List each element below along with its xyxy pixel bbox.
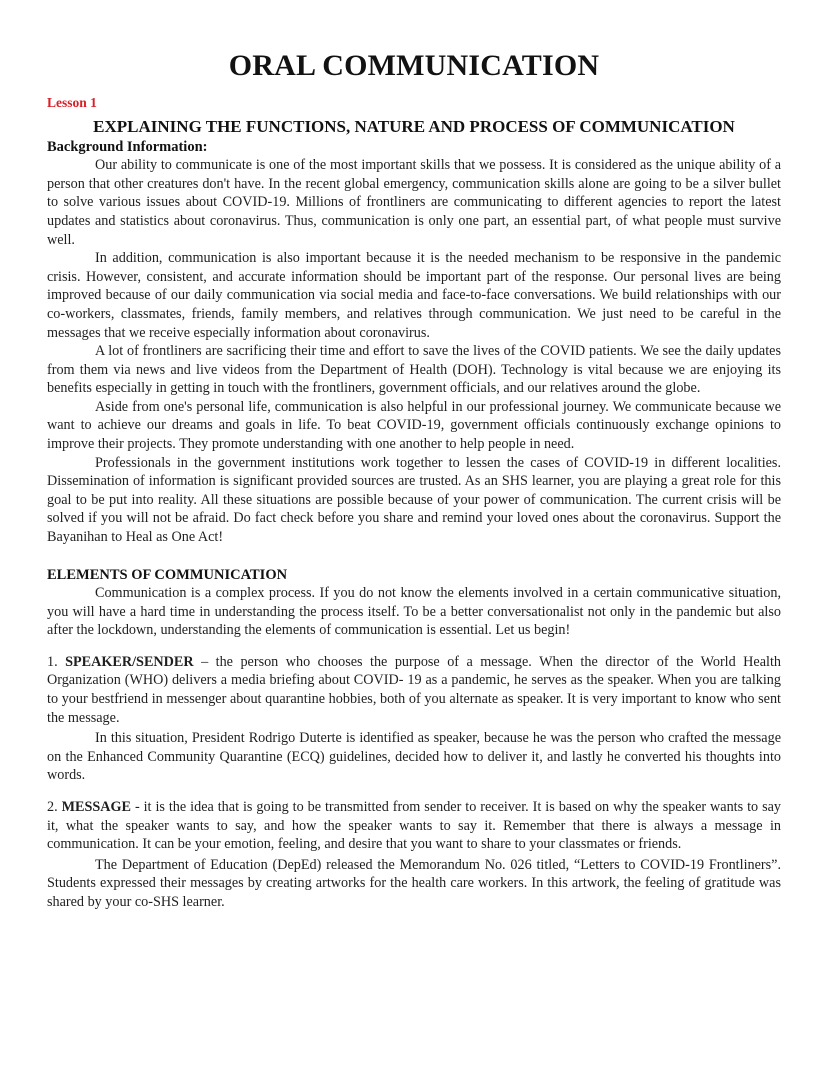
- spacer: [47, 785, 781, 798]
- background-paragraph-1: Our ability to communicate is one of the most important skills that we possess. It is considered as the unique ability of a person that other creatures don't have. In the recent global emergency, communication skills alone are going to be a silver bullet to solve various issues about COVID-19. Millions of frontliners are communicating to different agencies to report the latest updates and statistics about coronavirus. Thus, communication is only one part, an essential part, of what people must survive well.: [47, 157, 781, 248]
- element-1-term: SPEAKER/SENDER: [65, 653, 194, 670]
- background-paragraph-4: Aside from one's personal life, communication is also helpful in our professional journey. We communicate because we want to achieve our dreams and goals in life. To beat COVID-19, government officials continuously exchange opinions to improve their projects. They promote understanding with one another to help people in need.: [47, 398, 781, 453]
- element-item-2: [47, 798, 781, 854]
- background-paragraph-5: Professionals in the government institutions work together to lessen the cases of COVID-19 in different localities. Dissemination of information is significant provided sources are trusted. As an SHS learner, you are playing a great role for this goal to be put into reality. All these situations are possible because of your power of communication. The current crisis will be solved if you will not be afraid. Do fact check before you share and remind your loved ones about the coronavirus. Support the Bayanihan to Heal as One Act!: [47, 454, 781, 546]
- background-information-heading: Background Information:: [47, 138, 208, 155]
- element-2-term: MESSAGE: [61, 798, 131, 815]
- background-paragraph-2: In addition, communication is also important because it is the needed mechanism to be responsive in the pandemic crisis. However, consistent, and accurate information should be important part of the response. Our personal lives are being improved because of our daily communication via social media and face-to-face conversations. We build relationships with our co-workers, classmates, friends, family members, and relatives through communication. We just need to be careful in the messages that we receive especially information about coronavirus.: [47, 250, 781, 341]
- page-title: ORAL COMMUNICATION: [228, 49, 600, 82]
- lesson-subtitle: EXPLAINING THE FUNCTIONS, NATURE AND PROCESS OF COMMUNICATION: [93, 117, 735, 137]
- element-1-example: In this situation, President Rodrigo Duterte is identified as speaker, because he was the person who crafted the message on the Enhanced Community Quarantine (ECQ) guidelines, decided how to deliver it, and lastly he converted his thoughts into words.: [47, 730, 781, 784]
- element-2-definition: - it is the idea that is going to be transmitted from sender to receiver. It is based on why the speaker wants to say it, what the speaker wants to say, and how the speaker wants to say it. Remember that there is always a message in communication. It can be your emotion, feeling, and desire that you want to share to your classmates or friends.: [47, 798, 781, 853]
- element-2-example: The Department of Education (DepEd) released the Memorandum No. 026 titled, “Letters to COVID-19 Frontliners”. Students expressed their messages by creating artworks for the health care workers. In this artwork, the feeling of gratitude was shared by your co-SHS learner.: [47, 856, 781, 910]
- spacer: [47, 640, 781, 653]
- elements-intro-paragraph: Communication is a complex process. If you do not know the elements involved in a certain communicative situation, you will have a hard time in understanding the process itself. To be a better conversationalist not only in the pandemic but also after the lockdown, understanding the elements of communication is essential. Let us begin!: [47, 585, 781, 639]
- element-item-1: [47, 653, 781, 727]
- document-content: [47, 0, 781, 912]
- lesson-label: Lesson 1: [47, 95, 97, 111]
- element-1-number: 1.: [47, 653, 58, 670]
- element-2-number: 2.: [47, 798, 58, 815]
- elements-of-communication-heading: ELEMENTS OF COMMUNICATION: [47, 566, 288, 583]
- element-1-definition: – the person who chooses the purpose of a message. When the director of the World Health Organization (WHO) delivers a media briefing about COVID- 19 as a pandemic, he serves as the speaker. When you are talking to your bestfriend in messenger about quarantine hobbies, both of you alternate as speaker. It is very important to know who sent the message.: [47, 653, 781, 726]
- background-paragraph-3: A lot of frontliners are sacrificing their time and effort to save the lives of the COVID patients. We see the daily updates from them via news and live videos from the Department of Health (DOH). Technology is vital because we are enjoying its benefits especially in getting in touch with the frontliners, government officials, and our relatives around the globe.: [47, 343, 781, 397]
